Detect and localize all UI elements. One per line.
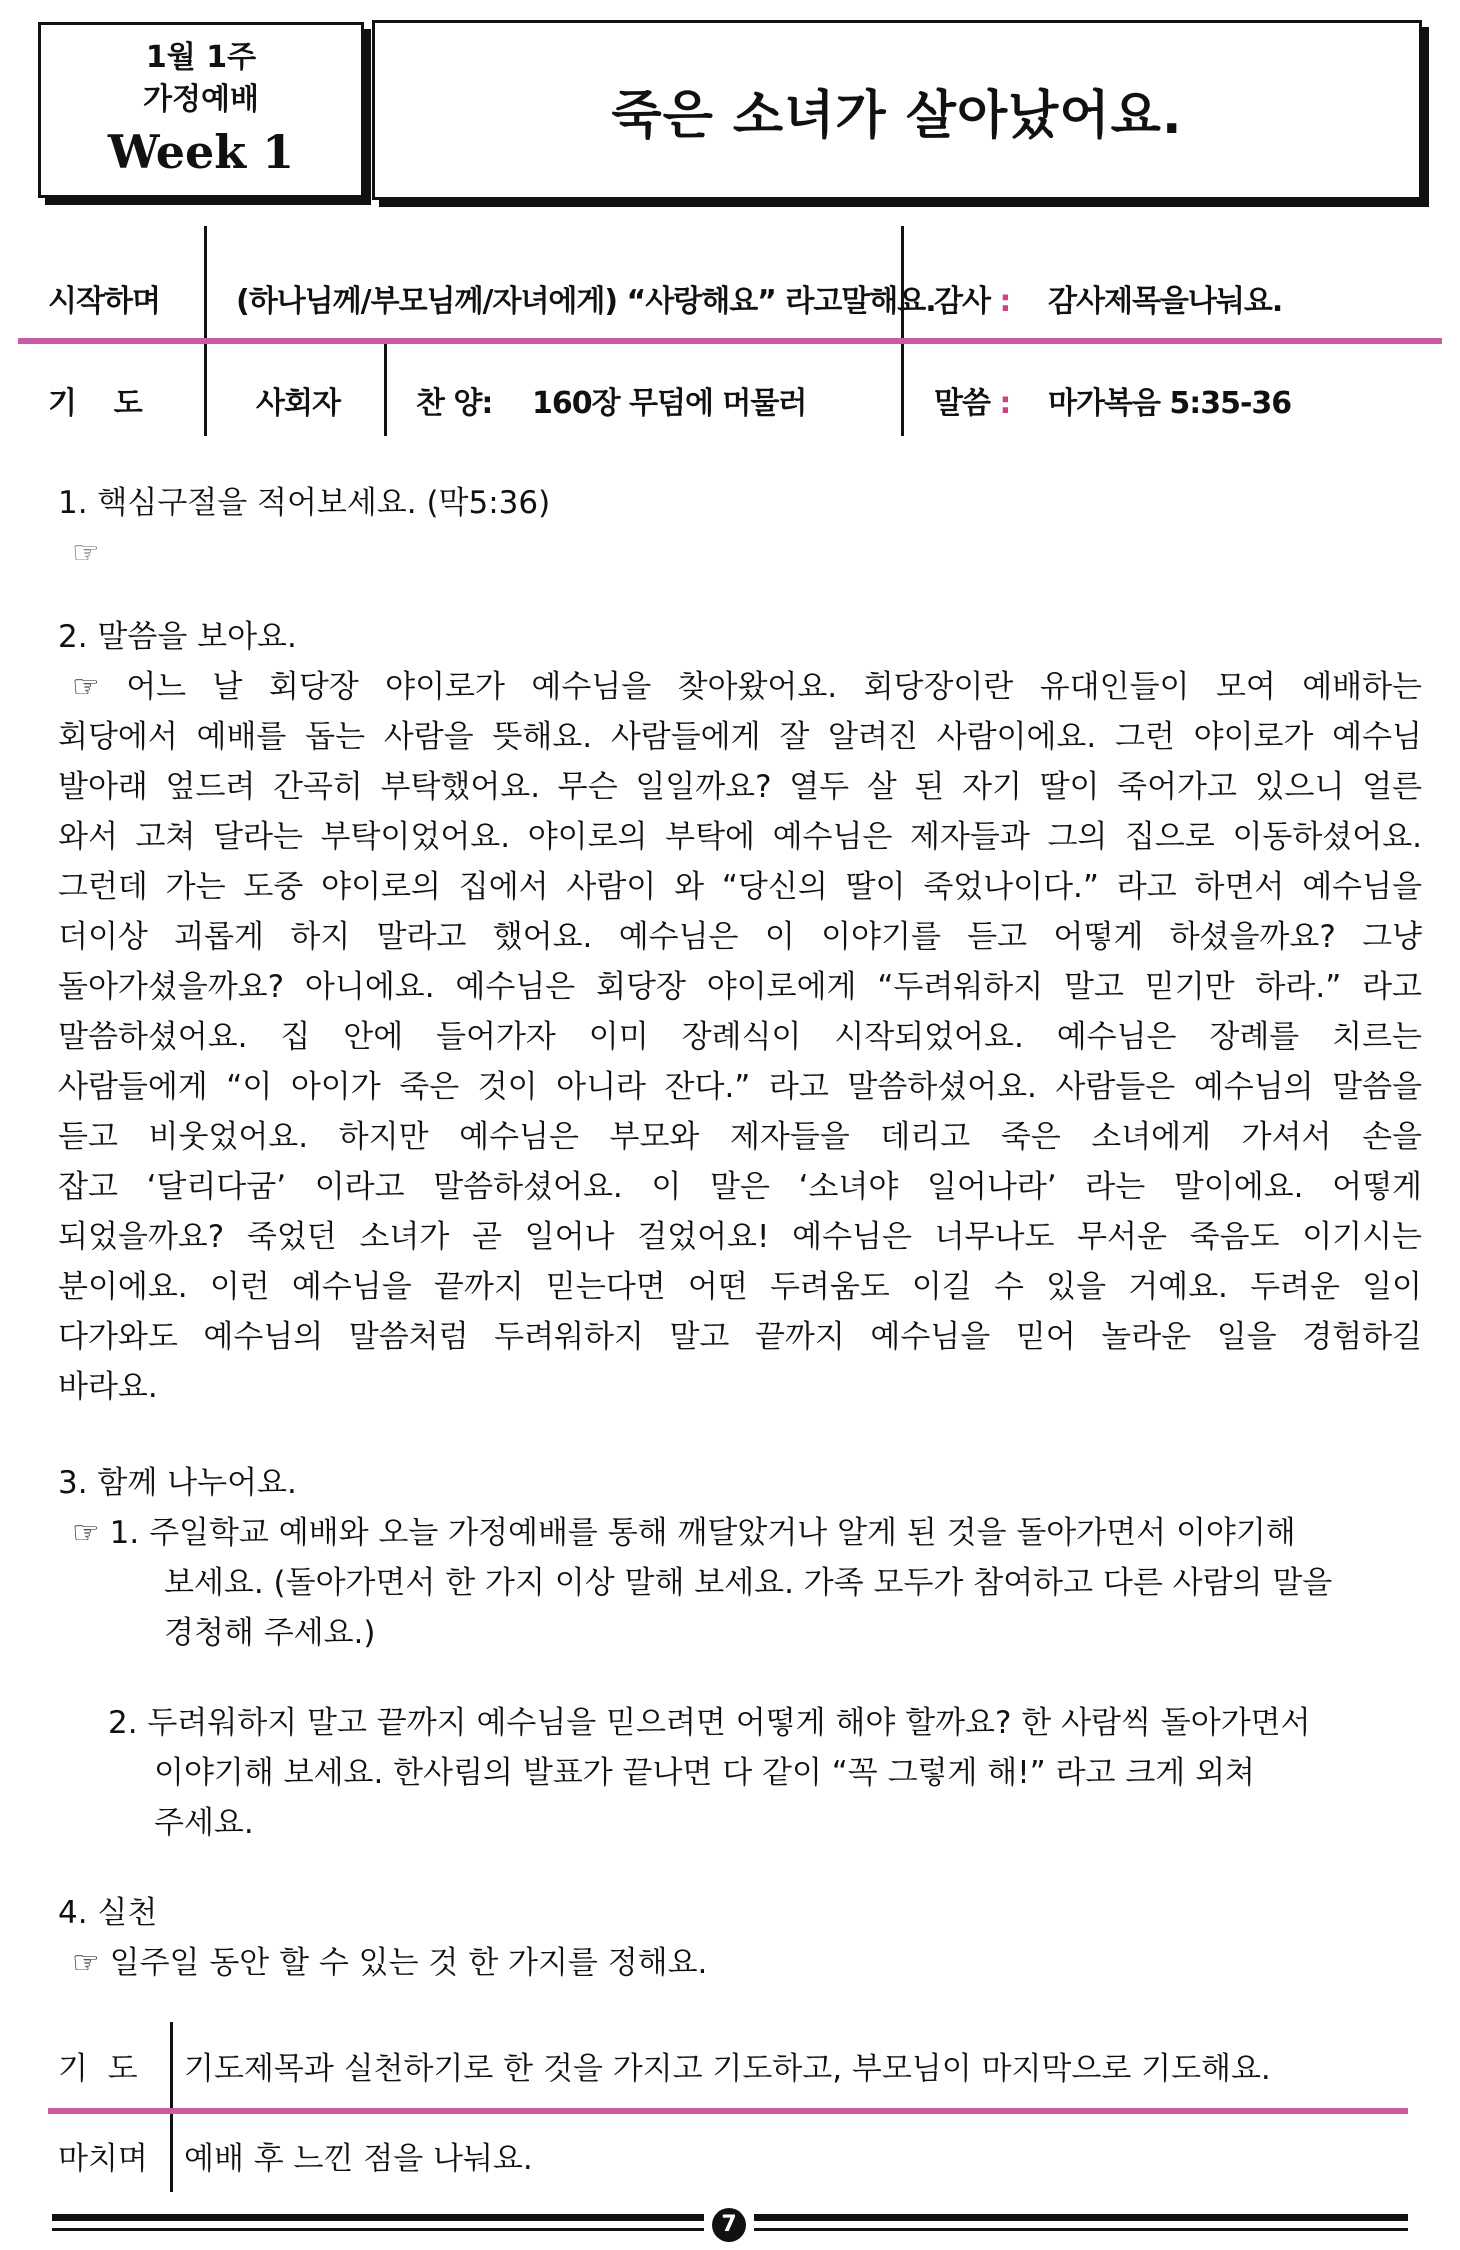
closing-end-label: 마치며 xyxy=(58,2141,148,2177)
body-line: 돌아가셨을까요? 아니에요. 예수님은 회당장 야이로에게 “두려워하지 말고 믿기만 하라.” 라고 xyxy=(58,969,1422,1005)
week-number: Week 1 xyxy=(107,125,295,179)
week-box xyxy=(38,22,364,198)
section-2-title: 2. 말씀을 보아요. xyxy=(58,619,297,655)
body-line: 회당에서 예배를 돕는 사람을 뜻해요. 사람들에게 잘 알려진 사람이에요. 그런 야이로가 예수님 xyxy=(58,719,1422,755)
section-3-title: 3. 함께 나누어요. xyxy=(58,1465,297,1501)
body-line: 발아래 엎드려 간곡히 부탁했어요. 무슨 일일까요? 열두 살 된 자기 딸이 죽어가고 있으니 얼른 xyxy=(58,769,1422,805)
divider xyxy=(901,344,904,436)
footer-rule-right-thin xyxy=(754,2228,1408,2231)
body-line: 바라요. xyxy=(58,1369,158,1405)
leader-label: 사회자 xyxy=(256,386,340,421)
question-line: 주세요. xyxy=(154,1805,254,1841)
hymn-text: 160장 무덤에 머물러 xyxy=(532,386,807,421)
pink-rule xyxy=(48,2108,1408,2114)
body-line: 잡고 ‘달리다굼’ 이라고 말씀하셨어요. 이 말은 ‘소녀야 일어나라’ 라는 말이에요. 어떻게 xyxy=(58,1169,1422,1205)
divider xyxy=(170,2114,173,2192)
footer-rule-right xyxy=(754,2214,1408,2221)
page-title: 죽은 소녀가 살아났어요. xyxy=(611,85,1183,146)
body-line: 와서 고쳐 달라는 부탁이었어요. 야이로의 부탁에 예수님은 제자들과 그의 집으로 이동하셨어요. xyxy=(58,819,1422,855)
hymn-label: 찬 양: xyxy=(416,386,493,421)
title-box xyxy=(372,20,1422,200)
body-line: 되었을까요? 죽었던 소녀가 곧 일어나 걸었어요! 예수님은 너무나도 무서운 죽음도 이기시는 xyxy=(58,1219,1422,1255)
week-category: 가정예배 xyxy=(143,82,259,117)
question-1 xyxy=(72,1508,1332,1658)
section-4-text: ☞ 일주일 동안 할 수 있는 것 한 가지를 정해요. xyxy=(72,1945,708,1981)
thanks-text: 감사제목을나눠요. xyxy=(1048,284,1283,319)
closing-prayer-text: 기도제목과 실천하기로 한 것을 가지고 기도하고, 부모님이 마지막으로 기도해요. xyxy=(184,2051,1271,2087)
body-line: ☞ 어느 날 회당장 야이로가 예수님을 찾아왔어요. 회당장이란 유대인들이 모여 예배하는 xyxy=(72,669,1422,705)
body-line: 다가와도 예수님의 말씀처럼 두려워하지 말고 끝까지 예수님을 믿어 놀라운 일을 경험하길 xyxy=(58,1319,1422,1355)
pointing-hand-icon: ☞ xyxy=(72,535,100,571)
question-line: 2. 두려워하지 말고 끝까지 예수님을 믿으려면 어떻게 해야 할까요? 한 사람씩 돌아가면서 xyxy=(108,1705,1311,1741)
divider xyxy=(384,344,387,436)
closing-end-text: 예배 후 느낀 점을 나눠요. xyxy=(184,2141,533,2177)
body-line: 말씀하셨어요. 집 안에 들어가자 이미 장례식이 시작되었어요. 예수님은 장례를 치르는 xyxy=(58,1019,1422,1055)
pink-rule xyxy=(18,338,1442,344)
section-2-body xyxy=(58,662,1422,1412)
start-label: 시작하며 xyxy=(48,284,160,319)
section-1-title: 1. 핵심구절을 적어보세요. (막5:36) xyxy=(58,485,551,521)
thanks-label: 감사 : xyxy=(934,284,1011,319)
divider xyxy=(170,2022,173,2108)
question-line: 이야기해 보세요. 한사림의 발표가 끝나면 다 같이 “꼭 그렇게 해!” 라고 크게 외쳐 xyxy=(154,1755,1255,1791)
footer-rule-left xyxy=(52,2214,704,2221)
question-2 xyxy=(108,1698,1311,1848)
question-line: 경청해 주세요.) xyxy=(164,1615,376,1651)
body-line: 그런데 가는 도중 야이로의 집에서 사람이 와 “당신의 딸이 죽었나이다.” 라고 하면서 예수님을 xyxy=(58,869,1422,905)
divider xyxy=(204,226,207,338)
week-date: 1월 1주 xyxy=(145,40,257,75)
closing-prayer-label: 기 도 xyxy=(58,2051,138,2087)
word-text: 마가복음 5:35-36 xyxy=(1048,386,1292,421)
word-label: 말씀 : xyxy=(934,386,1011,421)
body-line: 사람들에게 “이 아이가 죽은 것이 아니라 잔다.” 라고 말씀하셨어요. 사람들은 예수님의 말씀을 xyxy=(58,1069,1422,1105)
page-number: 7 xyxy=(712,2208,746,2242)
body-line: 분이에요. 이런 예수님을 끝까지 믿는다면 어떤 두려움도 이길 수 있을 거예요. 두려운 일이 xyxy=(58,1269,1422,1305)
body-line: 듣고 비웃었어요. 하지만 예수님은 부모와 제자들을 데리고 죽은 소녀에게 가셔서 손을 xyxy=(58,1119,1422,1155)
question-line: ☞ 1. 주일학교 예배와 오늘 가정예배를 통해 깨달았거나 알게 된 것을 돌아가면서 이야기해 xyxy=(72,1515,1296,1551)
start-text: (하나님께/부모님께/자녀에게) “사랑해요” 라고말해요. xyxy=(236,284,936,319)
body-line: 더이상 괴롭게 하지 말라고 했어요. 예수님은 이 이야기를 듣고 어떻게 하셨을까요? 그냥 xyxy=(58,919,1422,955)
section-4-title: 4. 실천 xyxy=(58,1895,158,1931)
divider xyxy=(204,344,207,436)
prayer-label: 기 도 xyxy=(48,386,142,421)
footer-rule-left-thin xyxy=(52,2228,704,2231)
question-line: 보세요. (돌아가면서 한 가지 이상 말해 보세요. 가족 모두가 참여하고 다른 사람의 말을 xyxy=(164,1565,1333,1601)
